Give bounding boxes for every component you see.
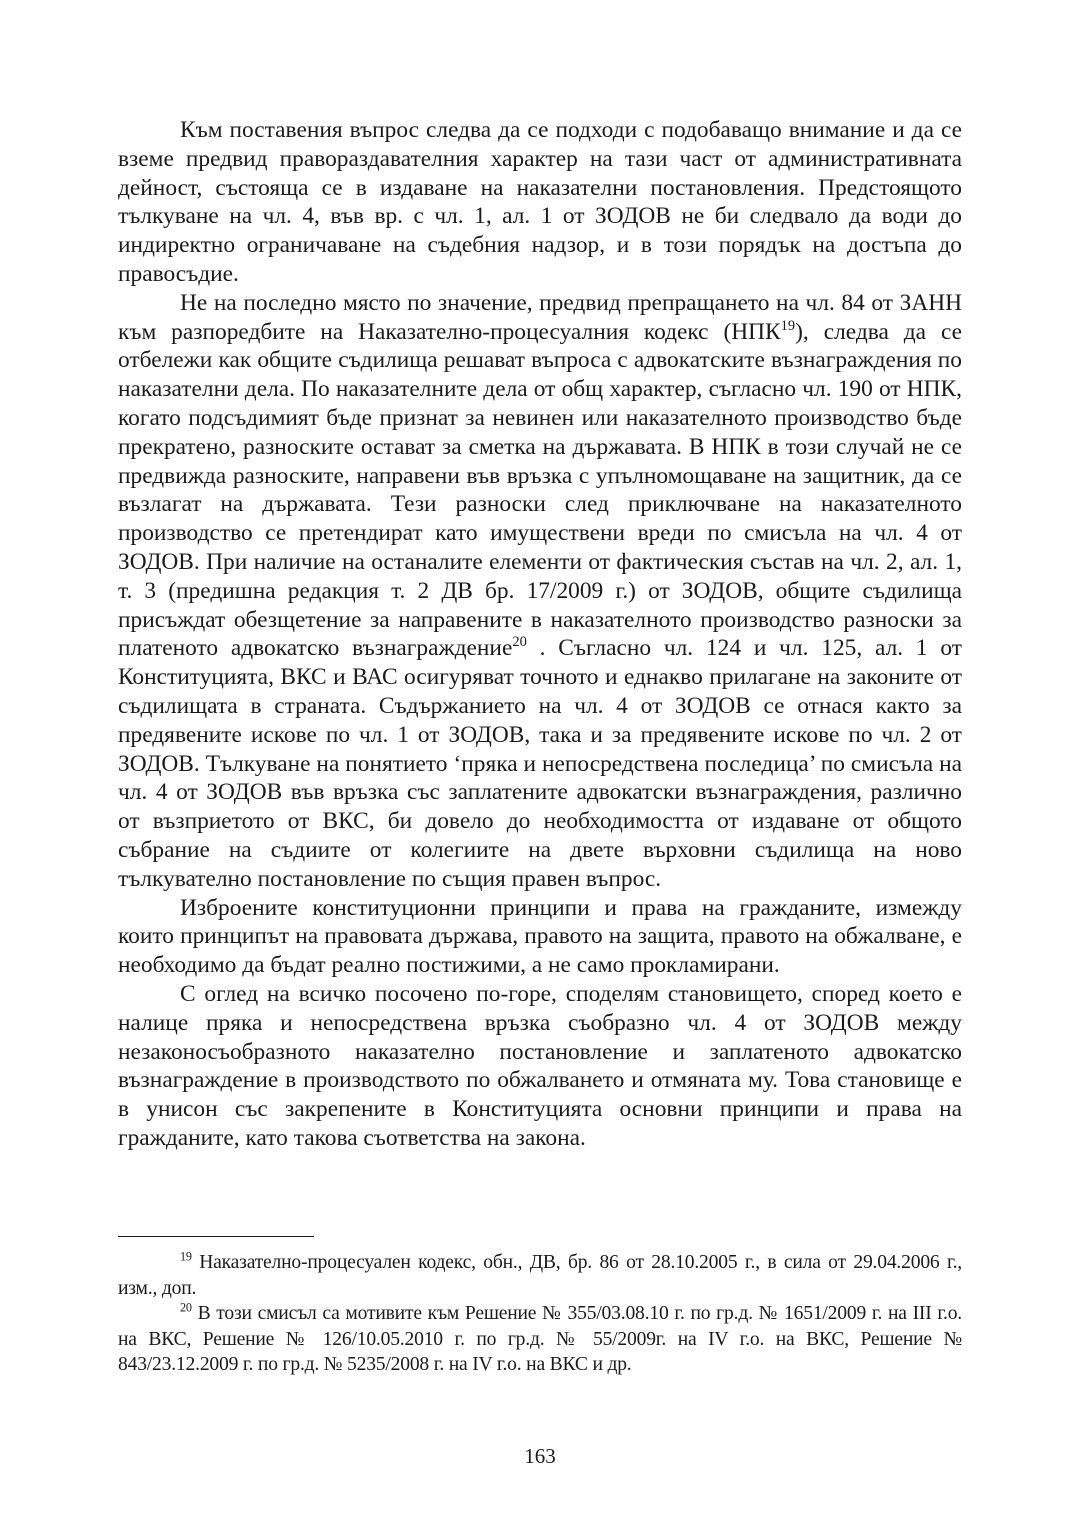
footnote-ref-20[interactable]: 20 [512, 634, 527, 651]
paragraph-2-part-2: ), следва да се отбележи как общите съдилища решават въпроса с адвокатските възнаграждения по наказателни дела. По наказателните дела от общ характер, съгласно чл. 190 от НПК, когато подсъдимият бъде признат за невинен или наказателното производство бъде прекратено, разноските остават за сметка на държавата. В НПК в този случай не се предвижда разноските, направени във връзка с упълномощаване на защитник, да се възлагат на държавата. Тези разноски след приключване на наказателното производство се претендират като имуществени вреди по смисъла на чл. 4 от ЗОДОВ. При наличие на останалите елементи от фактическия състав на чл. 2, ал. 1, т. 3 (предишна редакция т. 2 ДВ бр. 17/2009 г.) от ЗОДОВ, общите съдилища присъждат обезщетение за направените в наказателното производство разноски за платеното адвокатско възнаграждение [118, 318, 962, 662]
page-number: 163 [524, 1444, 556, 1468]
paragraph-2-part-3: . Съгласно чл. 124 и чл. 125, ал. 1 от Конституцията, ВКС и ВАС осигуряват точното и еднакво прилагане на законите от съдилищата в страната. Съдържанието на чл. 4 от ЗОДОВ се отнася както за предявените искове по чл. 1 от ЗОДОВ, така и за предявените искове по чл. 2 от ЗОДОВ. Тълкуване на понятието ‘пряка и непосредствена последица’ по смисъла на чл. 4 от ЗОДОВ във връзка със заплатените адвокатски възнаграждения, различно от възприетото от ВКС, би довело до необходимостта от издаване от общото събрание на съдиите от колегиите на двете върховни съдилища на ново тълкувателно постановление по същия правен въпрос. [118, 635, 963, 892]
footnotes [118, 1250, 962, 1378]
paragraph-3: Изброените конституционни принципи и права на гражданите, измежду които принципът на правовата държава, правото на защита, правото на обжалване, е необходимо да бъдат реално постижими, а не само прокламирани. [118, 894, 962, 979]
paragraph-2 [118, 289, 962, 894]
footnote-separator [118, 1236, 314, 1237]
footnote-19 [118, 1250, 962, 1301]
main-text [118, 116, 962, 1153]
paragraph-1: Към поставения въпрос следва да се подходи с подобаващо внимание и да се вземе предвид правораздавателния характер на тази част от административната дейност, състояща се в издаване на наказателни постановления. Предстоящото тълкуване на чл. 4, във вр. с чл. 1, ал. 1 от ЗОДОВ не би следвало да води до индиректно ограничаване на съдебния надзор, и в този порядък на достъпа до правосъдие. [118, 117, 962, 287]
footnote-text: В този смисъл са мотивите към Решение № 355/03.08.10 г. по гр.д. № 1651/2009 г. на III г.о. на ВКС, Решение № 126/10.05.2010 г. по гр.д. № 55/2009г. на IV г.о. на ВКС, Решение № 843/23.12.2009 г. по гр.д. № 5235/2008 г. на IV г.о. на ВКС и др. [118, 1303, 962, 1375]
footnote-text: Наказателно-процесуален кодекс, обн., ДВ, бр. 86 от 28.10.2005 г., в сила от 29.04.2006 г., изм., доп. [118, 1252, 962, 1299]
footnote-number: 20 [180, 1300, 192, 1315]
paragraph-4: С оглед на всичко посочено по-горе, споделям становището, според което е налице пряка и непосредствена връзка съобразно чл. 4 от ЗОДОВ между незаконосъобразното наказателно постановление и заплатеното адвокатско възнаграждение в производството по обжалването и отмяната му. Това становище е в унисон със закрепените в Конституцията основни принципи и права на гражданите, като такова съответства на закона. [118, 980, 962, 1151]
footnote-ref-19[interactable]: 19 [780, 317, 796, 334]
footnote-20 [118, 1301, 962, 1378]
footnote-number: 19 [180, 1249, 192, 1264]
paragraph-2-part-1: Не на последно място по значение, предвид препращането на чл. 84 от ЗАНН към разпоредбите на Наказателно-процесуалния кодекс (НПК [118, 289, 962, 345]
